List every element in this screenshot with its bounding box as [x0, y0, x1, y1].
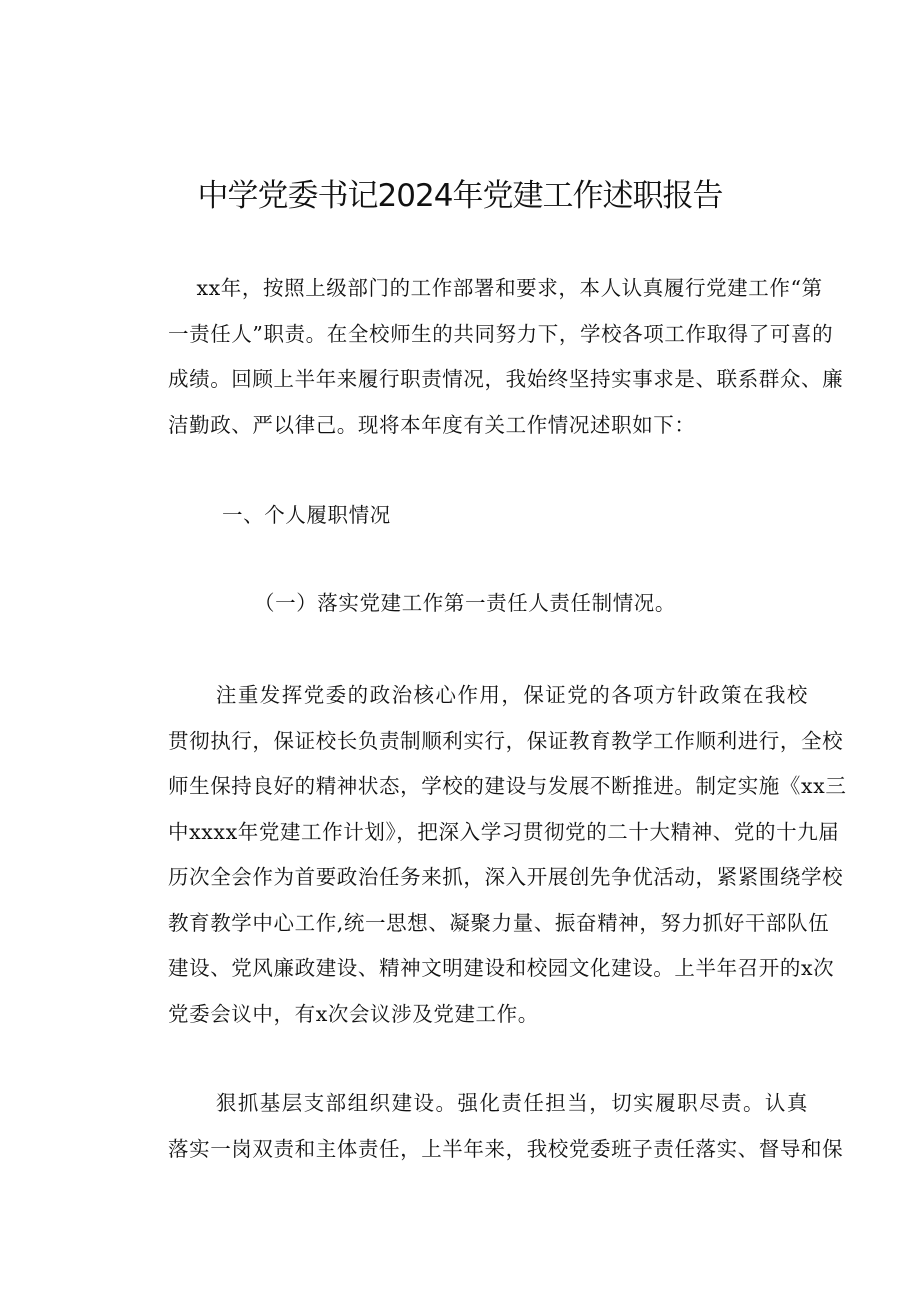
- paragraph-line: xx年，按照上级部门的工作部署和要求，本人认真履行党建工作“第: [168, 276, 823, 300]
- body-paragraph: [168, 1081, 844, 1172]
- paragraph-line: 贯彻执行，保证校长负责制顺利实行，保证教育教学工作顺利进行，全校: [168, 728, 844, 753]
- paragraph-line: 历次全会作为首要政治任务来抓，深入开展创先争优活动，紧紧围绕学校: [168, 865, 844, 889]
- section-heading: 一、个人履职情况: [222, 503, 391, 527]
- paragraph-line: 成绩。回顾上半年来履行职责情况，我始终坚持实事求是、联系群众、廉: [168, 367, 844, 391]
- intro-paragraph: [168, 266, 844, 448]
- paragraph-line: 中xxxx年党建工作计划》，把深入学习贯彻党的二十大精神、党的十九届: [168, 819, 840, 844]
- subsection-heading: （一）落实党建工作第一责任人责任制情况。: [254, 591, 676, 615]
- paragraph-line: 建设、党风廉政建设、精神文明建设和校园文化建设。上半年召开的x次: [168, 956, 835, 980]
- paragraph-line: 洁勤政、严以律己。现将本年度有关工作情况述职如下：: [168, 412, 696, 437]
- body-paragraph: [168, 673, 847, 1037]
- paragraph-line: 教育教学中心工作,统一思想、凝聚力量、振奋精神，努力抓好干部队伍: [168, 910, 830, 935]
- paragraph-line: 注重发挥党委的政治核心作用，保证党的各项方针政策在我校: [168, 683, 808, 707]
- paragraph-line: 党委会议中，有x次会议涉及党建工作。: [168, 1001, 539, 1026]
- paragraph-line: 师生保持良好的精神状态，学校的建设与发展不断推进。制定实施《xx三: [168, 774, 847, 798]
- paragraph-line: 一责任人”职责。在全校师生的共同努力下，学校各项工作取得了可喜的: [168, 321, 834, 346]
- document-title: 中学党委书记2024年党建工作述职报告: [197, 178, 723, 214]
- paragraph-line: 狠抓基层支部组织建设。强化责任担当，切实履职尽责。认真: [168, 1091, 808, 1115]
- paragraph-line: 落实一岗双责和主体责任，上半年来，我校党委班子责任落实、督导和保: [168, 1136, 844, 1161]
